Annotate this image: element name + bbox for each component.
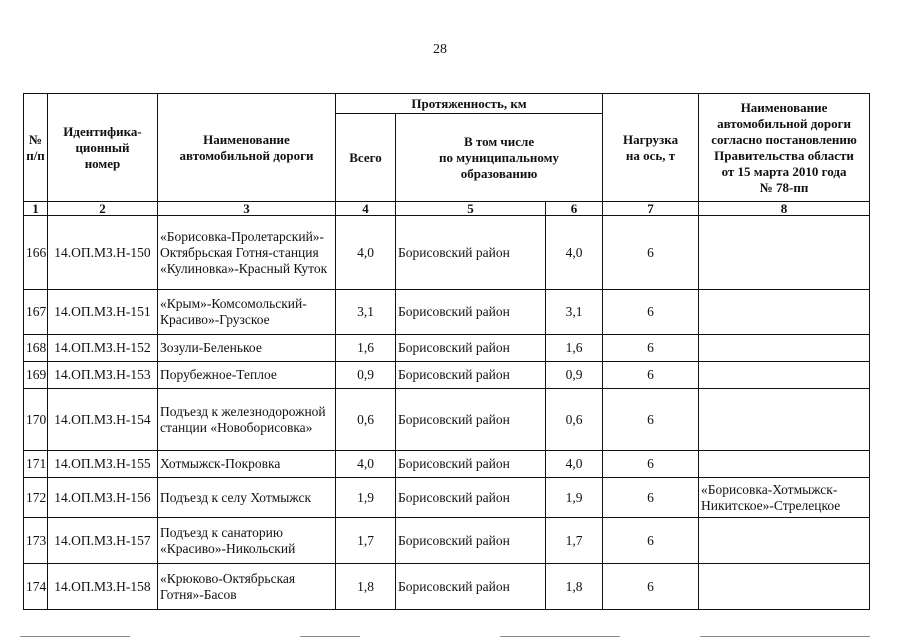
decree-name	[699, 290, 870, 335]
district-length: 3,1	[546, 290, 603, 335]
column-number: 4	[336, 202, 396, 216]
axle-load: 6	[603, 362, 699, 389]
municipal-district: Борисовский район	[396, 216, 546, 290]
road-name: «Крым»-Комсомольский- Красиво»-Грузское	[158, 290, 336, 335]
road-name: Порубежное-Теплое	[158, 362, 336, 389]
column-number: 3	[158, 202, 336, 216]
municipal-district: Борисовский район	[396, 451, 546, 478]
header-col-id: Идентифика- ционный номер	[48, 94, 158, 202]
roads-table	[23, 93, 870, 610]
road-name: Подъезд к селу Хотмыжск	[158, 478, 336, 518]
length-total: 1,7	[336, 518, 396, 564]
district-length: 1,8	[546, 564, 603, 610]
district-length: 0,9	[546, 362, 603, 389]
road-name: Зозули-Беленькое	[158, 335, 336, 362]
length-total: 3,1	[336, 290, 396, 335]
axle-load: 6	[603, 290, 699, 335]
next-page-edge	[300, 636, 360, 637]
decree-name	[699, 451, 870, 478]
length-total: 1,6	[336, 335, 396, 362]
length-total: 4,0	[336, 451, 396, 478]
district-length: 0,6	[546, 389, 603, 451]
row-number: 171	[24, 451, 48, 478]
column-number: 7	[603, 202, 699, 216]
road-name: Хотмыжск-Покровка	[158, 451, 336, 478]
header-col-decree: Наименование автомобильной дороги согласно постановлению Правительства области от 15 марта 2010 года № 78-пп	[699, 94, 870, 202]
road-id: 14.ОП.МЗ.Н-154	[48, 389, 158, 451]
table-row	[24, 451, 870, 478]
decree-name	[699, 518, 870, 564]
road-id: 14.ОП.МЗ.Н-153	[48, 362, 158, 389]
next-page-edge	[20, 636, 130, 637]
road-id: 14.ОП.МЗ.Н-156	[48, 478, 158, 518]
row-number: 168	[24, 335, 48, 362]
header-col-municipal: В том числе по муниципальному образованию	[396, 114, 603, 202]
decree-name	[699, 216, 870, 290]
road-name: «Крюково-Октябрьская Готня»-Басов	[158, 564, 336, 610]
column-number: 2	[48, 202, 158, 216]
header-row-1	[24, 94, 870, 114]
page-number: 28	[433, 42, 447, 57]
decree-name: «Борисовка-Хотмыжск- Никитское»-Стрелецкое	[699, 478, 870, 518]
table-row	[24, 216, 870, 290]
table-row	[24, 564, 870, 610]
length-total: 0,6	[336, 389, 396, 451]
header-length-group: Протяженность, км	[336, 94, 603, 114]
row-number: 170	[24, 389, 48, 451]
column-number: 1	[24, 202, 48, 216]
row-number: 174	[24, 564, 48, 610]
axle-load: 6	[603, 335, 699, 362]
decree-name	[699, 564, 870, 610]
municipal-district: Борисовский район	[396, 518, 546, 564]
axle-load: 6	[603, 564, 699, 610]
row-number: 167	[24, 290, 48, 335]
municipal-district: Борисовский район	[396, 389, 546, 451]
table-row	[24, 518, 870, 564]
column-number: 5	[396, 202, 546, 216]
table-row	[24, 389, 870, 451]
road-id: 14.ОП.МЗ.Н-152	[48, 335, 158, 362]
municipal-district: Борисовский район	[396, 564, 546, 610]
municipal-district: Борисовский район	[396, 362, 546, 389]
row-number: 169	[24, 362, 48, 389]
length-total: 4,0	[336, 216, 396, 290]
municipal-district: Борисовский район	[396, 290, 546, 335]
road-name: Подъезд к санаторию «Красиво»-Никольский	[158, 518, 336, 564]
column-number: 6	[546, 202, 603, 216]
row-number: 172	[24, 478, 48, 518]
district-length: 1,6	[546, 335, 603, 362]
row-number: 166	[24, 216, 48, 290]
length-total: 1,8	[336, 564, 396, 610]
district-length: 4,0	[546, 216, 603, 290]
decree-name	[699, 389, 870, 451]
road-id: 14.ОП.МЗ.Н-150	[48, 216, 158, 290]
axle-load: 6	[603, 451, 699, 478]
header-col-name: Наименование автомобильной дороги	[158, 94, 336, 202]
row-number: 173	[24, 518, 48, 564]
municipal-district: Борисовский район	[396, 478, 546, 518]
road-name: «Борисовка-Пролетарский»- Октябрьская Готня-станция «Кулиновка»-Красный Куток	[158, 216, 336, 290]
axle-load: 6	[603, 518, 699, 564]
municipal-district: Борисовский район	[396, 335, 546, 362]
road-id: 14.ОП.МЗ.Н-151	[48, 290, 158, 335]
next-page-edge	[500, 636, 620, 637]
header-col-num: № п/п	[24, 94, 48, 202]
column-numbers-row	[24, 202, 870, 216]
header-col-load: Нагрузка на ось, т	[603, 94, 699, 202]
table-row	[24, 290, 870, 335]
next-page-edge	[700, 636, 870, 637]
column-number: 8	[699, 202, 870, 216]
road-id: 14.ОП.МЗ.Н-157	[48, 518, 158, 564]
length-total: 1,9	[336, 478, 396, 518]
table-row	[24, 362, 870, 389]
length-total: 0,9	[336, 362, 396, 389]
road-name: Подъезд к железнодорожной станции «Новоборисовка»	[158, 389, 336, 451]
road-id: 14.ОП.МЗ.Н-155	[48, 451, 158, 478]
district-length: 4,0	[546, 451, 603, 478]
decree-name	[699, 335, 870, 362]
axle-load: 6	[603, 389, 699, 451]
axle-load: 6	[603, 216, 699, 290]
road-id: 14.ОП.МЗ.Н-158	[48, 564, 158, 610]
decree-name	[699, 362, 870, 389]
district-length: 1,9	[546, 478, 603, 518]
header-col-total: Всего	[336, 114, 396, 202]
axle-load: 6	[603, 478, 699, 518]
table-row	[24, 335, 870, 362]
district-length: 1,7	[546, 518, 603, 564]
table-row	[24, 478, 870, 518]
